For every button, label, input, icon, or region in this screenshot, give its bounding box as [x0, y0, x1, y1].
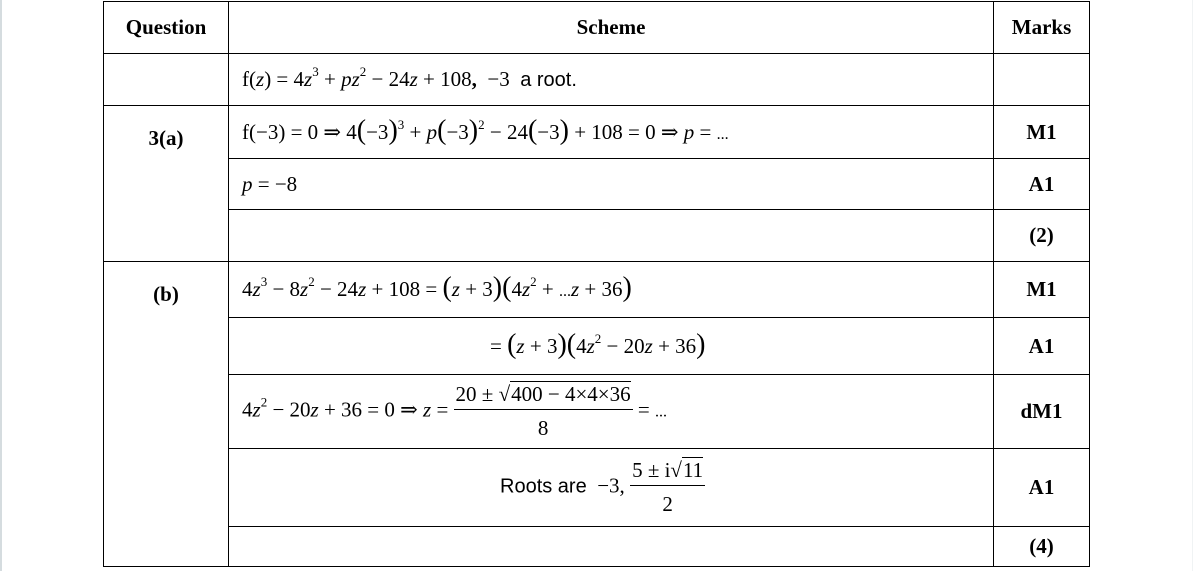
part-a-row-1 [104, 106, 1090, 159]
intro-question-cell [104, 54, 229, 106]
part-b-row-1 [104, 262, 1090, 318]
part-b-mark-1: M1 [994, 262, 1090, 318]
marks-header: Marks [994, 2, 1090, 54]
part-b-mark-2: A1 [994, 318, 1090, 375]
question-label-b: (b) [104, 262, 229, 567]
part-b-scheme-1: $4z^3 - 8z^2 - 24z + 108 = (z + 3)(4z^2 + ...z + 36)$ [229, 262, 994, 318]
part-b-row-4 [104, 449, 1090, 527]
question-header: Question [104, 2, 229, 54]
part-b-total-row [104, 527, 1090, 567]
part-a-mark-1: M1 [994, 106, 1090, 159]
intro-scheme: $f(z) = 4z^3 + pz^2 - 24z + 108$, −3 a root. [229, 54, 994, 106]
part-b-total-scheme-cell [229, 527, 994, 567]
part-b-mark-3: dM1 [994, 375, 1090, 449]
header-row [104, 2, 1090, 54]
part-a-total-row [104, 210, 1090, 262]
part-a-scheme-2: p = −8 [229, 159, 994, 210]
intro-row [104, 54, 1090, 106]
scheme-header: Scheme [229, 2, 994, 54]
mark-scheme-table [103, 1, 1090, 567]
part-b-row-2 [104, 318, 1090, 375]
part-b-scheme-4: Roots are −3, $\frac{5 \pm i√11}{2}$ [229, 449, 994, 527]
complex-roots-fraction: $\frac{5 \pm i√11}{2}$ [632, 458, 704, 516]
part-b-mark-4: A1 [994, 449, 1090, 527]
quadratic-formula-fraction: $\frac{20 \pm √400 - 4\times 4\times 36}{8}$ [455, 382, 631, 440]
intro-marks-cell [994, 54, 1090, 106]
part-b-row-3 [104, 375, 1090, 449]
part-a-scheme-1: f(−3) = 0 ⇒ $4(-3)^3 + p(-3)^2 - 24(-3) + 108 = 0$ ⇒ p = ... [229, 106, 994, 159]
question-label-a: 3(a) [104, 106, 229, 262]
part-b-total: (4) [994, 527, 1090, 567]
part-b-scheme-2: = $(z + 3)(4z^2 - 20z + 36)$ [229, 318, 994, 375]
part-b-scheme-3: $4z^2 - 20z + 36 = 0$ ⇒ z = $\frac{20 \pm √400 - 4\times 4\times 36}{8}$ = ... [229, 375, 994, 449]
part-a-mark-2: A1 [994, 159, 1090, 210]
part-a-row-2 [104, 159, 1090, 210]
part-a-total: (2) [994, 210, 1090, 262]
part-a-total-scheme-cell [229, 210, 994, 262]
